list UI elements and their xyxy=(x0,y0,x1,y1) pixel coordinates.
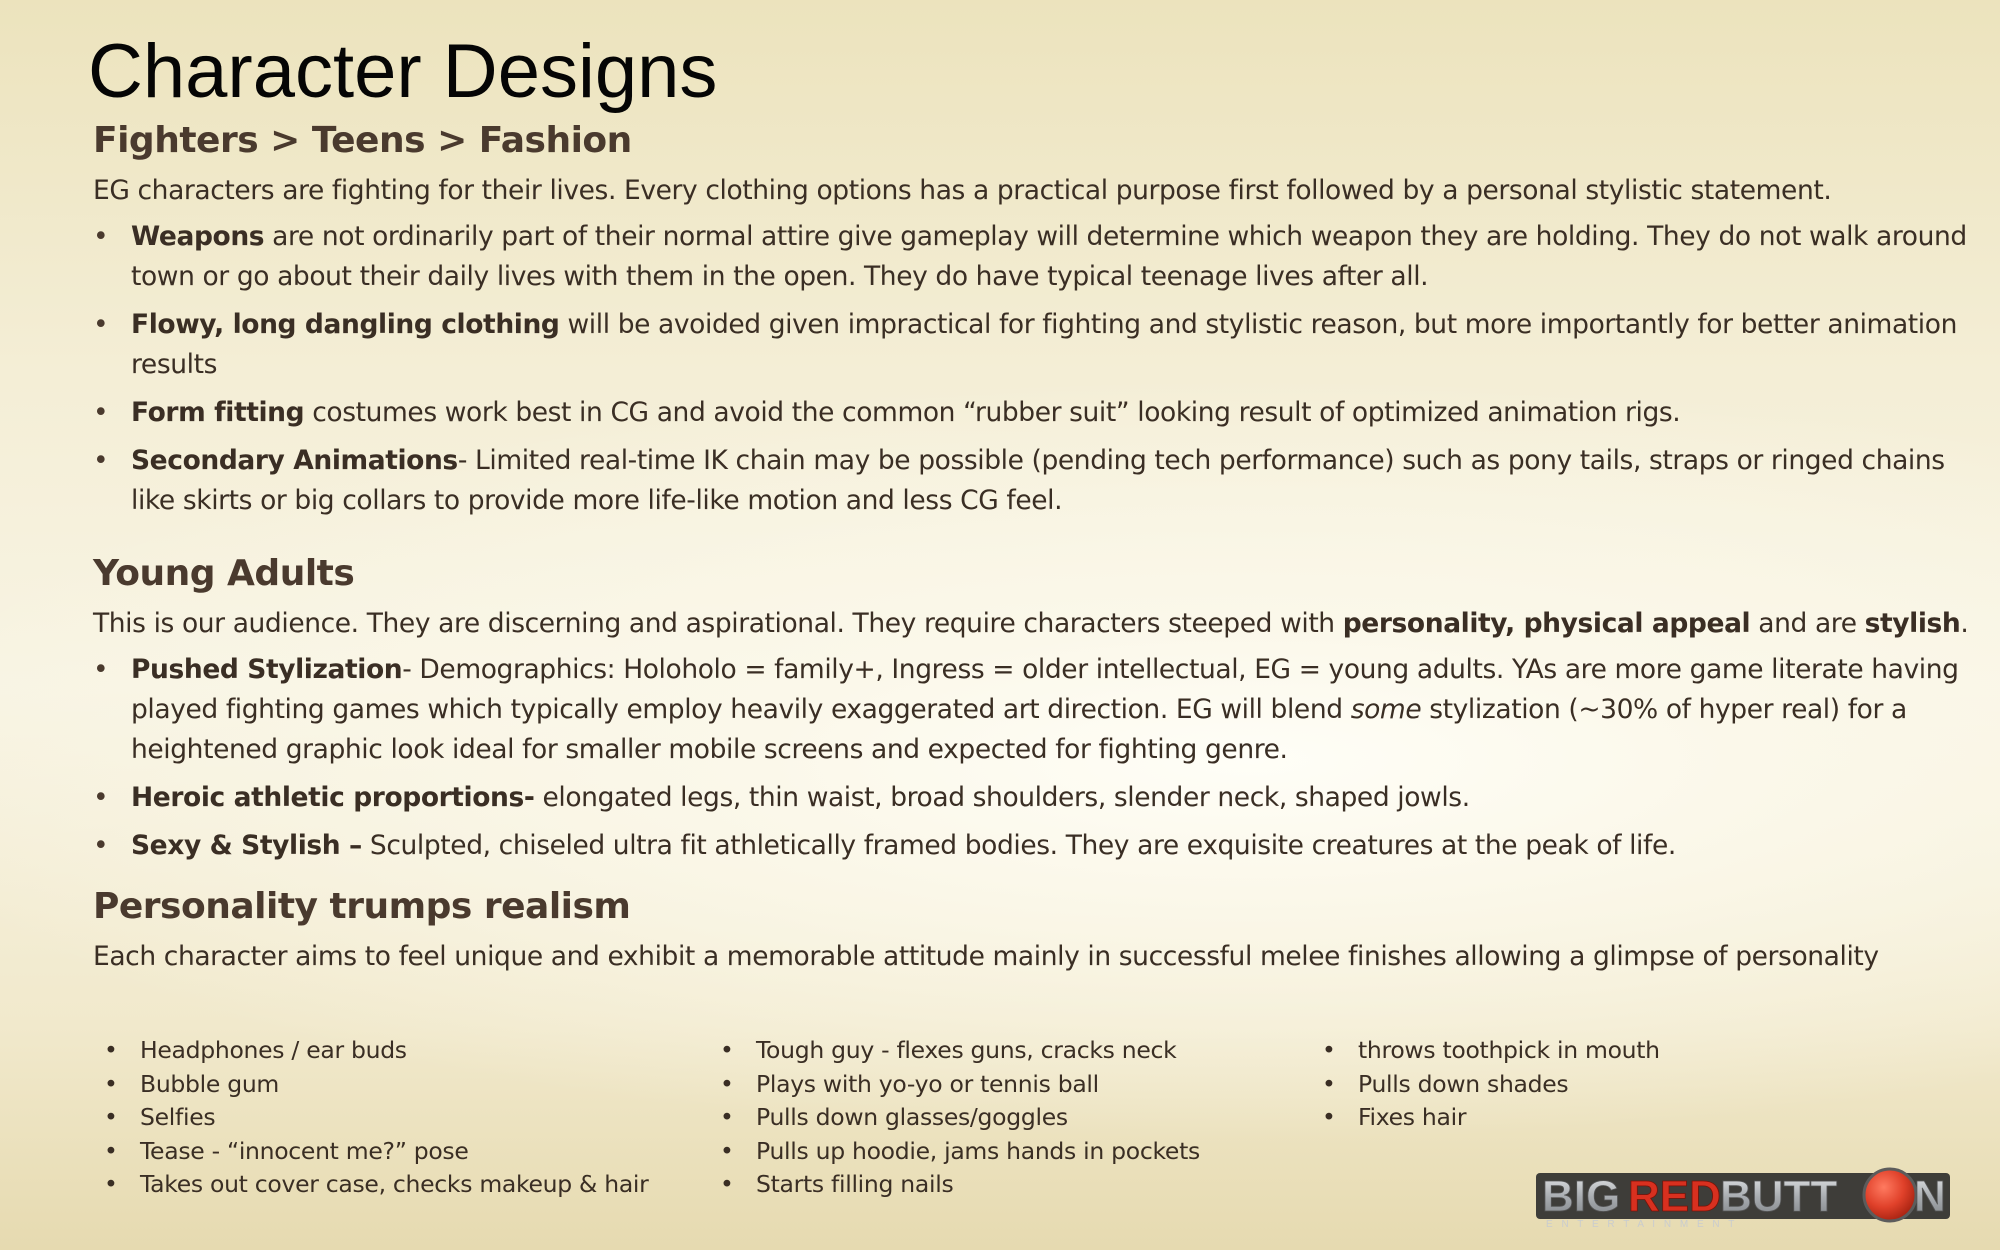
logo-word-butt: BUTT xyxy=(1720,1172,1838,1221)
bullet-text: Sculpted, chiseled ultra fit athletically framed bodies. They are exquisite creatures at the peak of life. xyxy=(361,830,1676,861)
bullet-weapons xyxy=(93,217,1973,297)
bullet-bold-label: Form fitting xyxy=(131,397,305,428)
bullet-bold-label: Pushed Stylization xyxy=(131,654,403,685)
bullet-bold-label: Heroic athletic proportions- xyxy=(131,782,535,813)
logo-word-big: BIG xyxy=(1542,1172,1621,1221)
intro-text: This is our audience. They are discerning and aspirational. They require characters steeped with xyxy=(93,608,1343,639)
bullet-pushed-stylization xyxy=(93,650,1973,770)
list-item: • Pulls down glasses/goggles xyxy=(720,1101,1322,1135)
intro-bold-text: stylish xyxy=(1864,608,1961,639)
intro-text: . xyxy=(1960,608,1969,639)
logo-word-red: RED xyxy=(1628,1172,1721,1221)
list-item: • Takes out cover case, checks makeup & hair xyxy=(104,1168,720,1202)
personality-lists xyxy=(104,1034,1722,1202)
section-heading-fighters: Fighters > Teens > Fashion xyxy=(93,120,632,161)
big-red-button-logo xyxy=(1536,1155,1956,1233)
intro-bold-text: personality, physical appeal xyxy=(1342,608,1751,639)
slide-content xyxy=(93,118,1973,977)
personality-list-col2 xyxy=(720,1034,1322,1202)
section-intro-young-adults xyxy=(93,604,1973,644)
list-item: • Tease - “innocent me?” pose xyxy=(104,1135,720,1169)
bullet-text: are not ordinarily part of their normal attire give gameplay will determine which weapon they are holding. They do not walk around town or go about their daily lives with them in the open. They do have typical teenage lives after all. xyxy=(131,221,1967,292)
section-heading-young-adults: Young Adults xyxy=(93,553,355,594)
list-item: • Plays with yo-yo or tennis ball xyxy=(720,1068,1322,1102)
bullet-bold-label: Sexy & Stylish – xyxy=(131,830,362,861)
bullet-heroic-proportions xyxy=(93,778,1973,818)
list-item: • Selfies xyxy=(104,1101,720,1135)
young-adults-bullet-list xyxy=(93,650,1973,866)
bullet-sexy-stylish xyxy=(93,826,1973,866)
bullet-form-fitting xyxy=(93,393,1973,433)
logo-word-n: N xyxy=(1914,1172,1946,1221)
section-intro-fighters: EG characters are fighting for their lives. Every clothing options has a practical purpose first followed by a personal stylistic statement. xyxy=(93,175,1832,206)
section-intro-personality: Each character aims to feel unique and exhibit a memorable attitude mainly in successful melee finishes allowing a glimpse of personality xyxy=(93,941,1879,972)
bullet-text: - Demographics: Holoholo = family+, Ingress = older intellectual, EG = young adults. YAs are more game literate having played fighting games which typically employ heavily exaggerated art direction. EG will blend xyxy=(131,654,1959,725)
bullet-text: will be avoided given impractical for fighting and stylistic reason, but more importantly for better animation results xyxy=(131,309,1957,380)
slide-title: Character Designs xyxy=(88,29,718,114)
list-item: • Pulls up hoodie, jams hands in pockets xyxy=(720,1135,1322,1169)
list-item: • Fixes hair xyxy=(1322,1101,1722,1135)
fighters-bullet-list xyxy=(93,217,1973,521)
logo-red-button-icon xyxy=(1864,1169,1916,1221)
bullet-flowy-clothing xyxy=(93,305,1973,385)
personality-list-col1 xyxy=(104,1034,720,1202)
bullet-text: elongated legs, thin waist, broad shoulders, slender neck, shaped jowls. xyxy=(534,782,1470,813)
bullet-text: stylization (~30% of hyper real) for a heightened graphic look ideal for smaller mobile screens and expected for fighting genre. xyxy=(131,694,1907,765)
bullet-bold-label: Weapons xyxy=(131,221,265,252)
list-item: • Headphones / ear buds xyxy=(104,1034,720,1068)
bullet-bold-label: Flowy, long dangling clothing xyxy=(131,309,560,340)
list-item: • Pulls down shades xyxy=(1322,1068,1722,1102)
list-item: • throws toothpick in mouth xyxy=(1322,1034,1722,1068)
list-item: • Starts filling nails xyxy=(720,1168,1322,1202)
bullet-bold-label: Secondary Animations xyxy=(131,445,458,476)
bullet-text: costumes work best in CG and avoid the common “rubber suit” looking result of optimized animation rigs. xyxy=(304,397,1681,428)
bullet-italic-text: some xyxy=(1350,694,1422,725)
list-item: • Tough guy - flexes guns, cracks neck xyxy=(720,1034,1322,1068)
intro-text: and are xyxy=(1750,608,1865,639)
logo-tagline: E N T E R T A I N M E N T xyxy=(1546,1219,1738,1230)
section-heading-personality: Personality trumps realism xyxy=(93,886,631,927)
bullet-text: - Limited real-time IK chain may be possible (pending tech performance) such as pony tails, straps or ringed chains like skirts or big collars to provide more life-like motion and less CG feel. xyxy=(131,445,1945,516)
list-item: • Bubble gum xyxy=(104,1068,720,1102)
bullet-secondary-animations xyxy=(93,441,1973,521)
